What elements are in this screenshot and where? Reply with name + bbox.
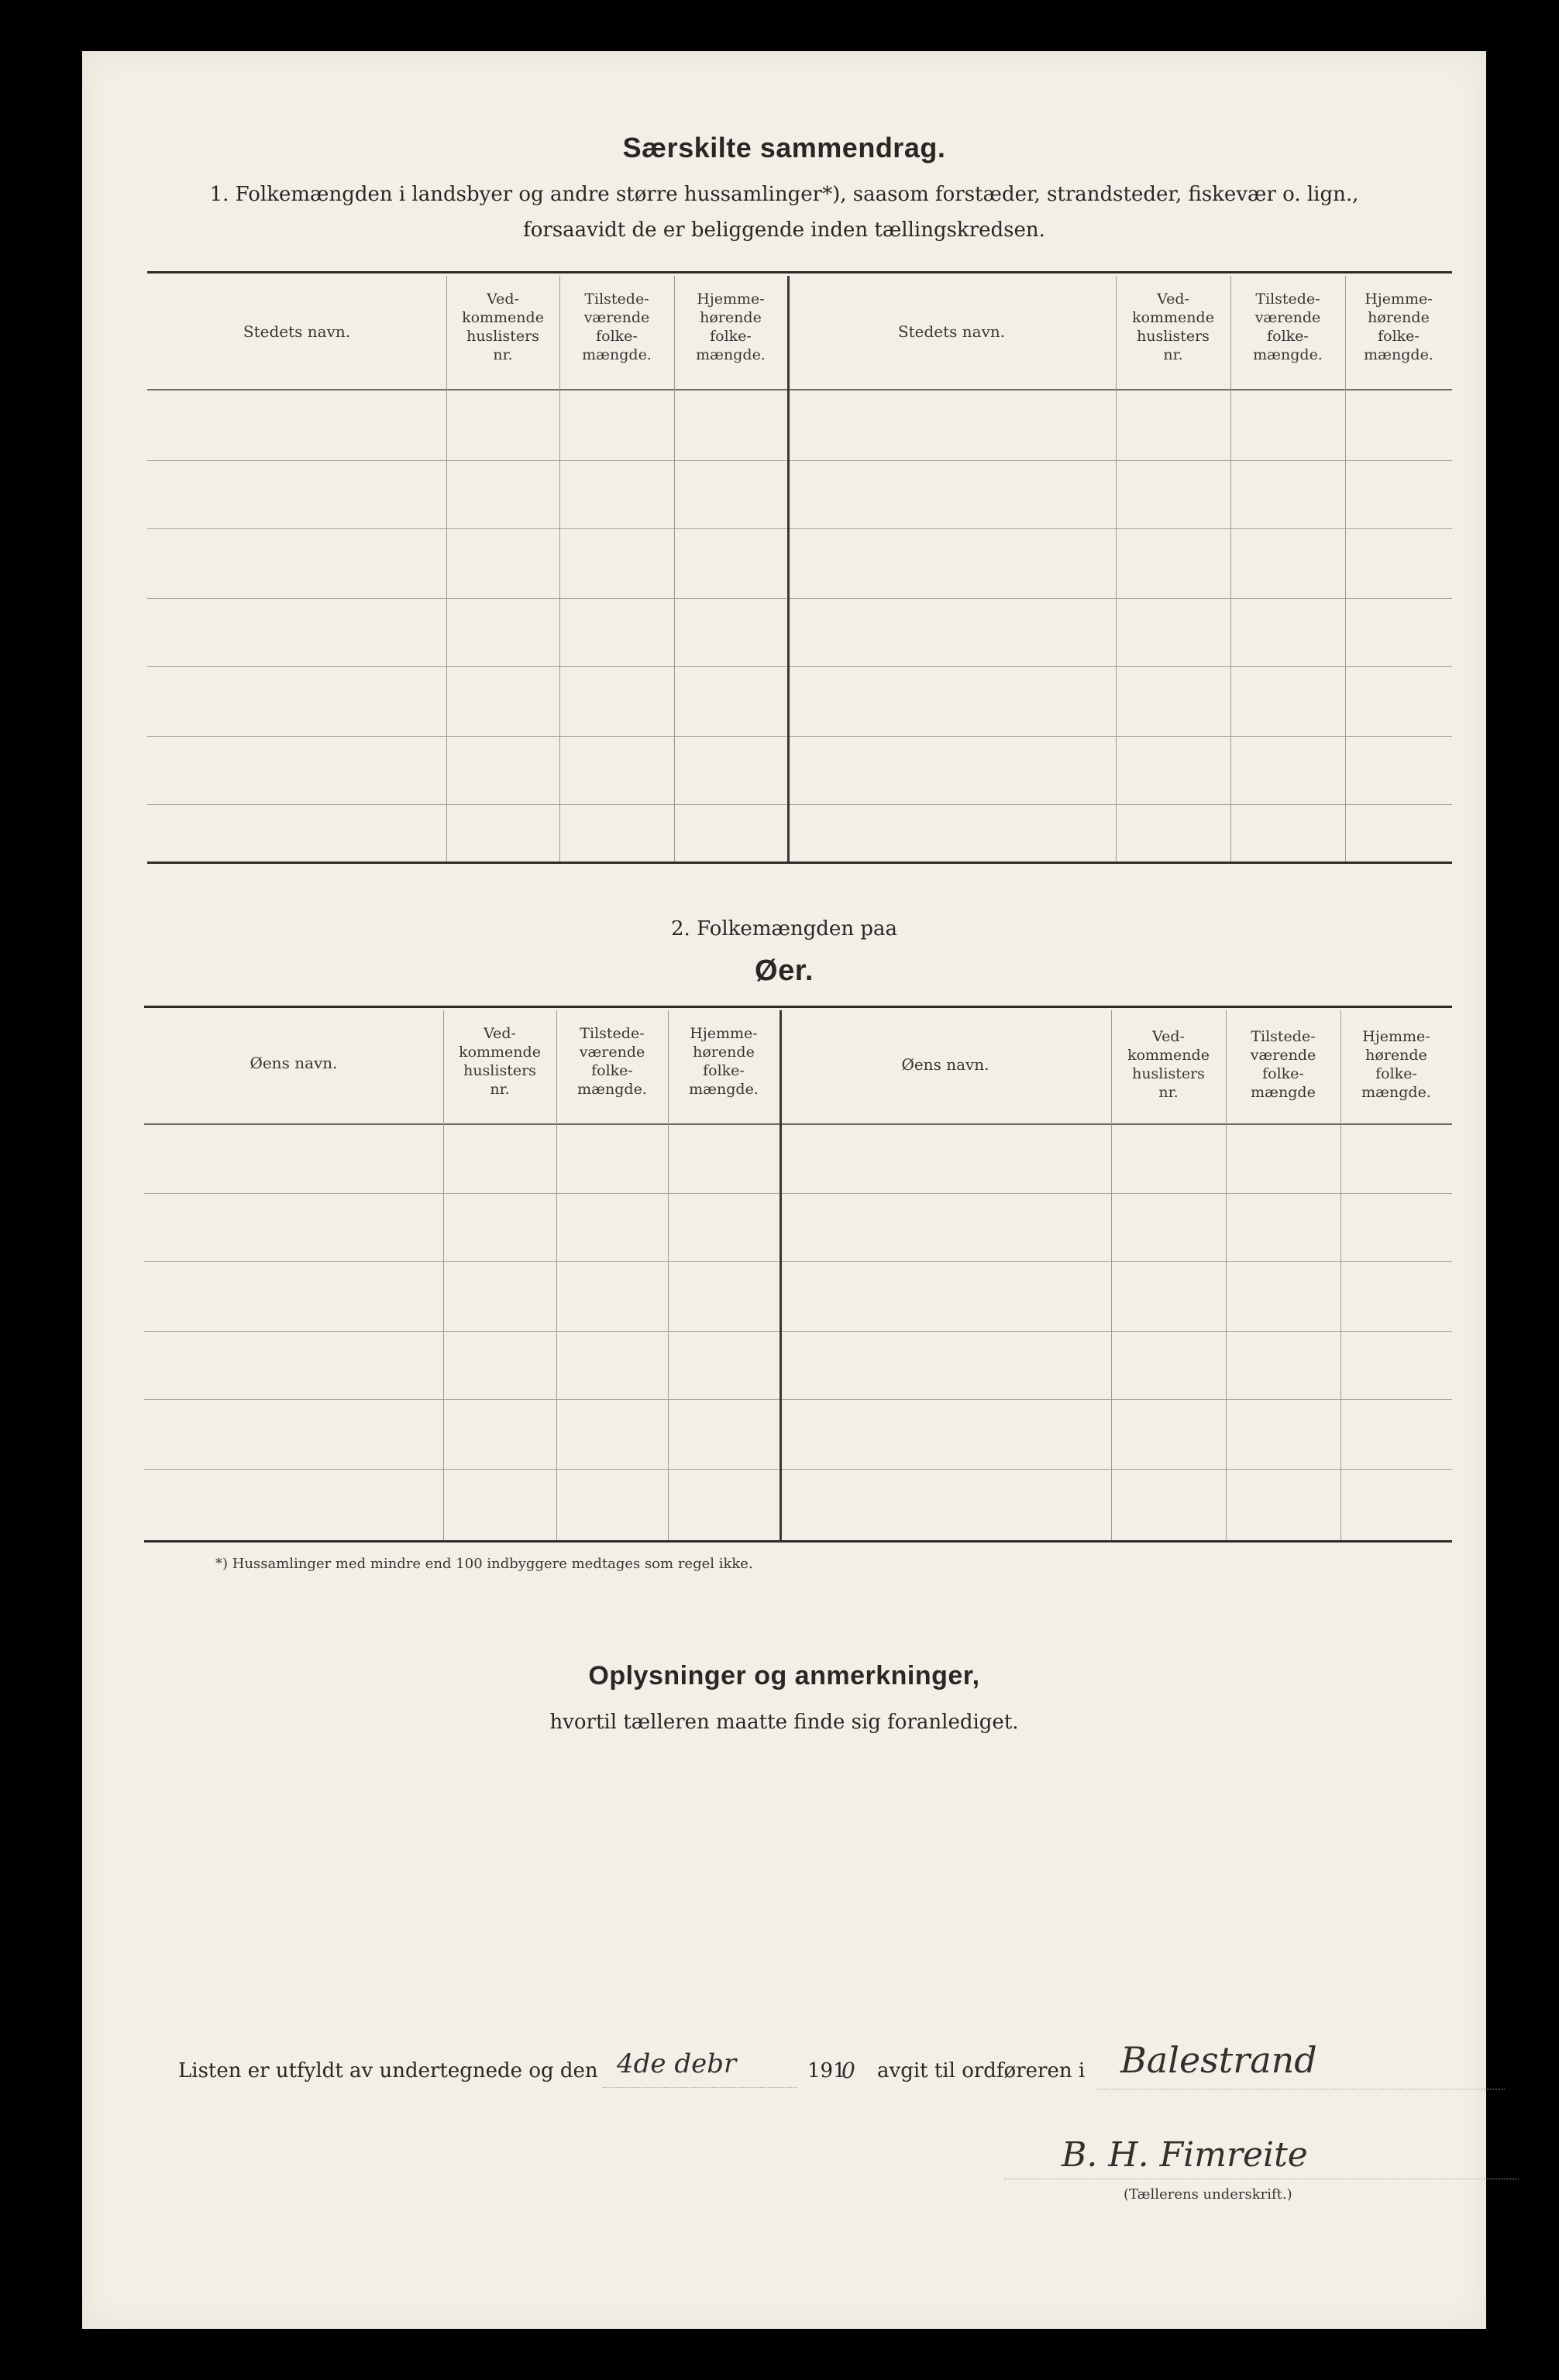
table-top-rule: [144, 1006, 1452, 1008]
footnote: *) Hussamlinger med mindre end 100 indbyggere medtages som regel ikke.: [215, 1556, 753, 1572]
header-oens-navn-right: Øens navn.: [901, 1055, 989, 1074]
year-digit-handwritten: 0: [841, 2058, 855, 2083]
table-row-rule: [144, 1399, 1452, 1400]
enumerator-signature: B. H. Fimreite: [1062, 2135, 1308, 2175]
table-row-rule: [147, 460, 1452, 461]
header-hjemme: Hjemme- hørende folke- mængde.: [689, 1025, 759, 1098]
place-handwritten: Balestrand: [1120, 2039, 1317, 2081]
table-row-rule: [147, 528, 1452, 529]
header-vedkommende-right: Ved- kommende huslisters nr.: [1132, 291, 1214, 363]
table-header-rule: [144, 1123, 1452, 1125]
page-title: Særskilte sammendrag.: [622, 132, 946, 163]
table-bottom-rule: [147, 862, 1452, 864]
signature-caption: (Tællerens underskrift.): [1124, 2186, 1292, 2203]
table-row-rule: [147, 804, 1452, 805]
section2-title: Øer.: [755, 954, 814, 987]
table-bottom-rule: [144, 1540, 1452, 1543]
section1-intro-line1: 1. Folkemængden i landsbyer og andre større hussamlinger*), saasom forstæder, strandsteder, fiskevær o. lign.,: [209, 183, 1359, 206]
table-row-rule: [144, 1261, 1452, 1262]
header-hjemme-right: Hjemme- hørende folke- mængde.: [1361, 1028, 1431, 1101]
date-fill-line: [603, 2087, 797, 2088]
header-tilstede: Tilstede- værende folke- mængde.: [577, 1025, 647, 1098]
header-tilstede: Tilstede- værende folke- mængde.: [582, 291, 652, 363]
table-row-rule: [144, 1193, 1452, 1194]
table-center-divider: [787, 276, 790, 862]
header-vedkommende: Ved- kommende huslisters nr.: [462, 291, 544, 363]
table-row-rule: [144, 1331, 1452, 1332]
table-row-rule: [147, 598, 1452, 599]
header-stedets-navn-right: Stedets navn.: [897, 322, 1006, 341]
header-tilstede-right: Tilstede- værende folke- mængde.: [1253, 291, 1323, 363]
signature-middle: avgit til ordføreren i: [877, 2059, 1086, 2082]
header-vedkommende: Ved- kommende huslisters nr.: [459, 1025, 541, 1098]
year-prefix: 191: [807, 2059, 846, 2082]
section1-intro-line2: forsaavidt de er beliggende inden tællingskredsen.: [523, 218, 1045, 242]
table-header-rule: [147, 389, 1452, 390]
header-tilstede-right: Tilstede- værende folke- mængde: [1250, 1028, 1316, 1101]
signature-prefix: Listen er utfyldt av undertegnede og den: [178, 2059, 598, 2082]
header-vedkommende-right: Ved- kommende huslisters nr.: [1127, 1028, 1210, 1101]
section2-heading: 2. Folkemængden paa: [671, 917, 897, 941]
header-hjemme-right: Hjemme- hørende folke- mængde.: [1364, 291, 1433, 363]
header-oens-navn: Øens navn.: [250, 1054, 338, 1072]
table-top-rule: [147, 271, 1452, 273]
table-row-rule: [147, 736, 1452, 737]
census-form-page: [82, 51, 1486, 2329]
remarks-subtitle: hvortil tælleren maatte finde sig foranlediget.: [549, 1711, 1019, 1734]
table-center-divider: [780, 1010, 782, 1540]
header-stedets-navn: Stedets navn.: [243, 322, 351, 341]
date-handwritten: 4de debr: [617, 2048, 737, 2079]
remarks-title: Oplysninger og anmerkninger,: [588, 1661, 980, 1690]
table-row-rule: [144, 1469, 1452, 1470]
table-row-rule: [147, 666, 1452, 667]
header-hjemme: Hjemme- hørende folke- mængde.: [696, 291, 766, 363]
